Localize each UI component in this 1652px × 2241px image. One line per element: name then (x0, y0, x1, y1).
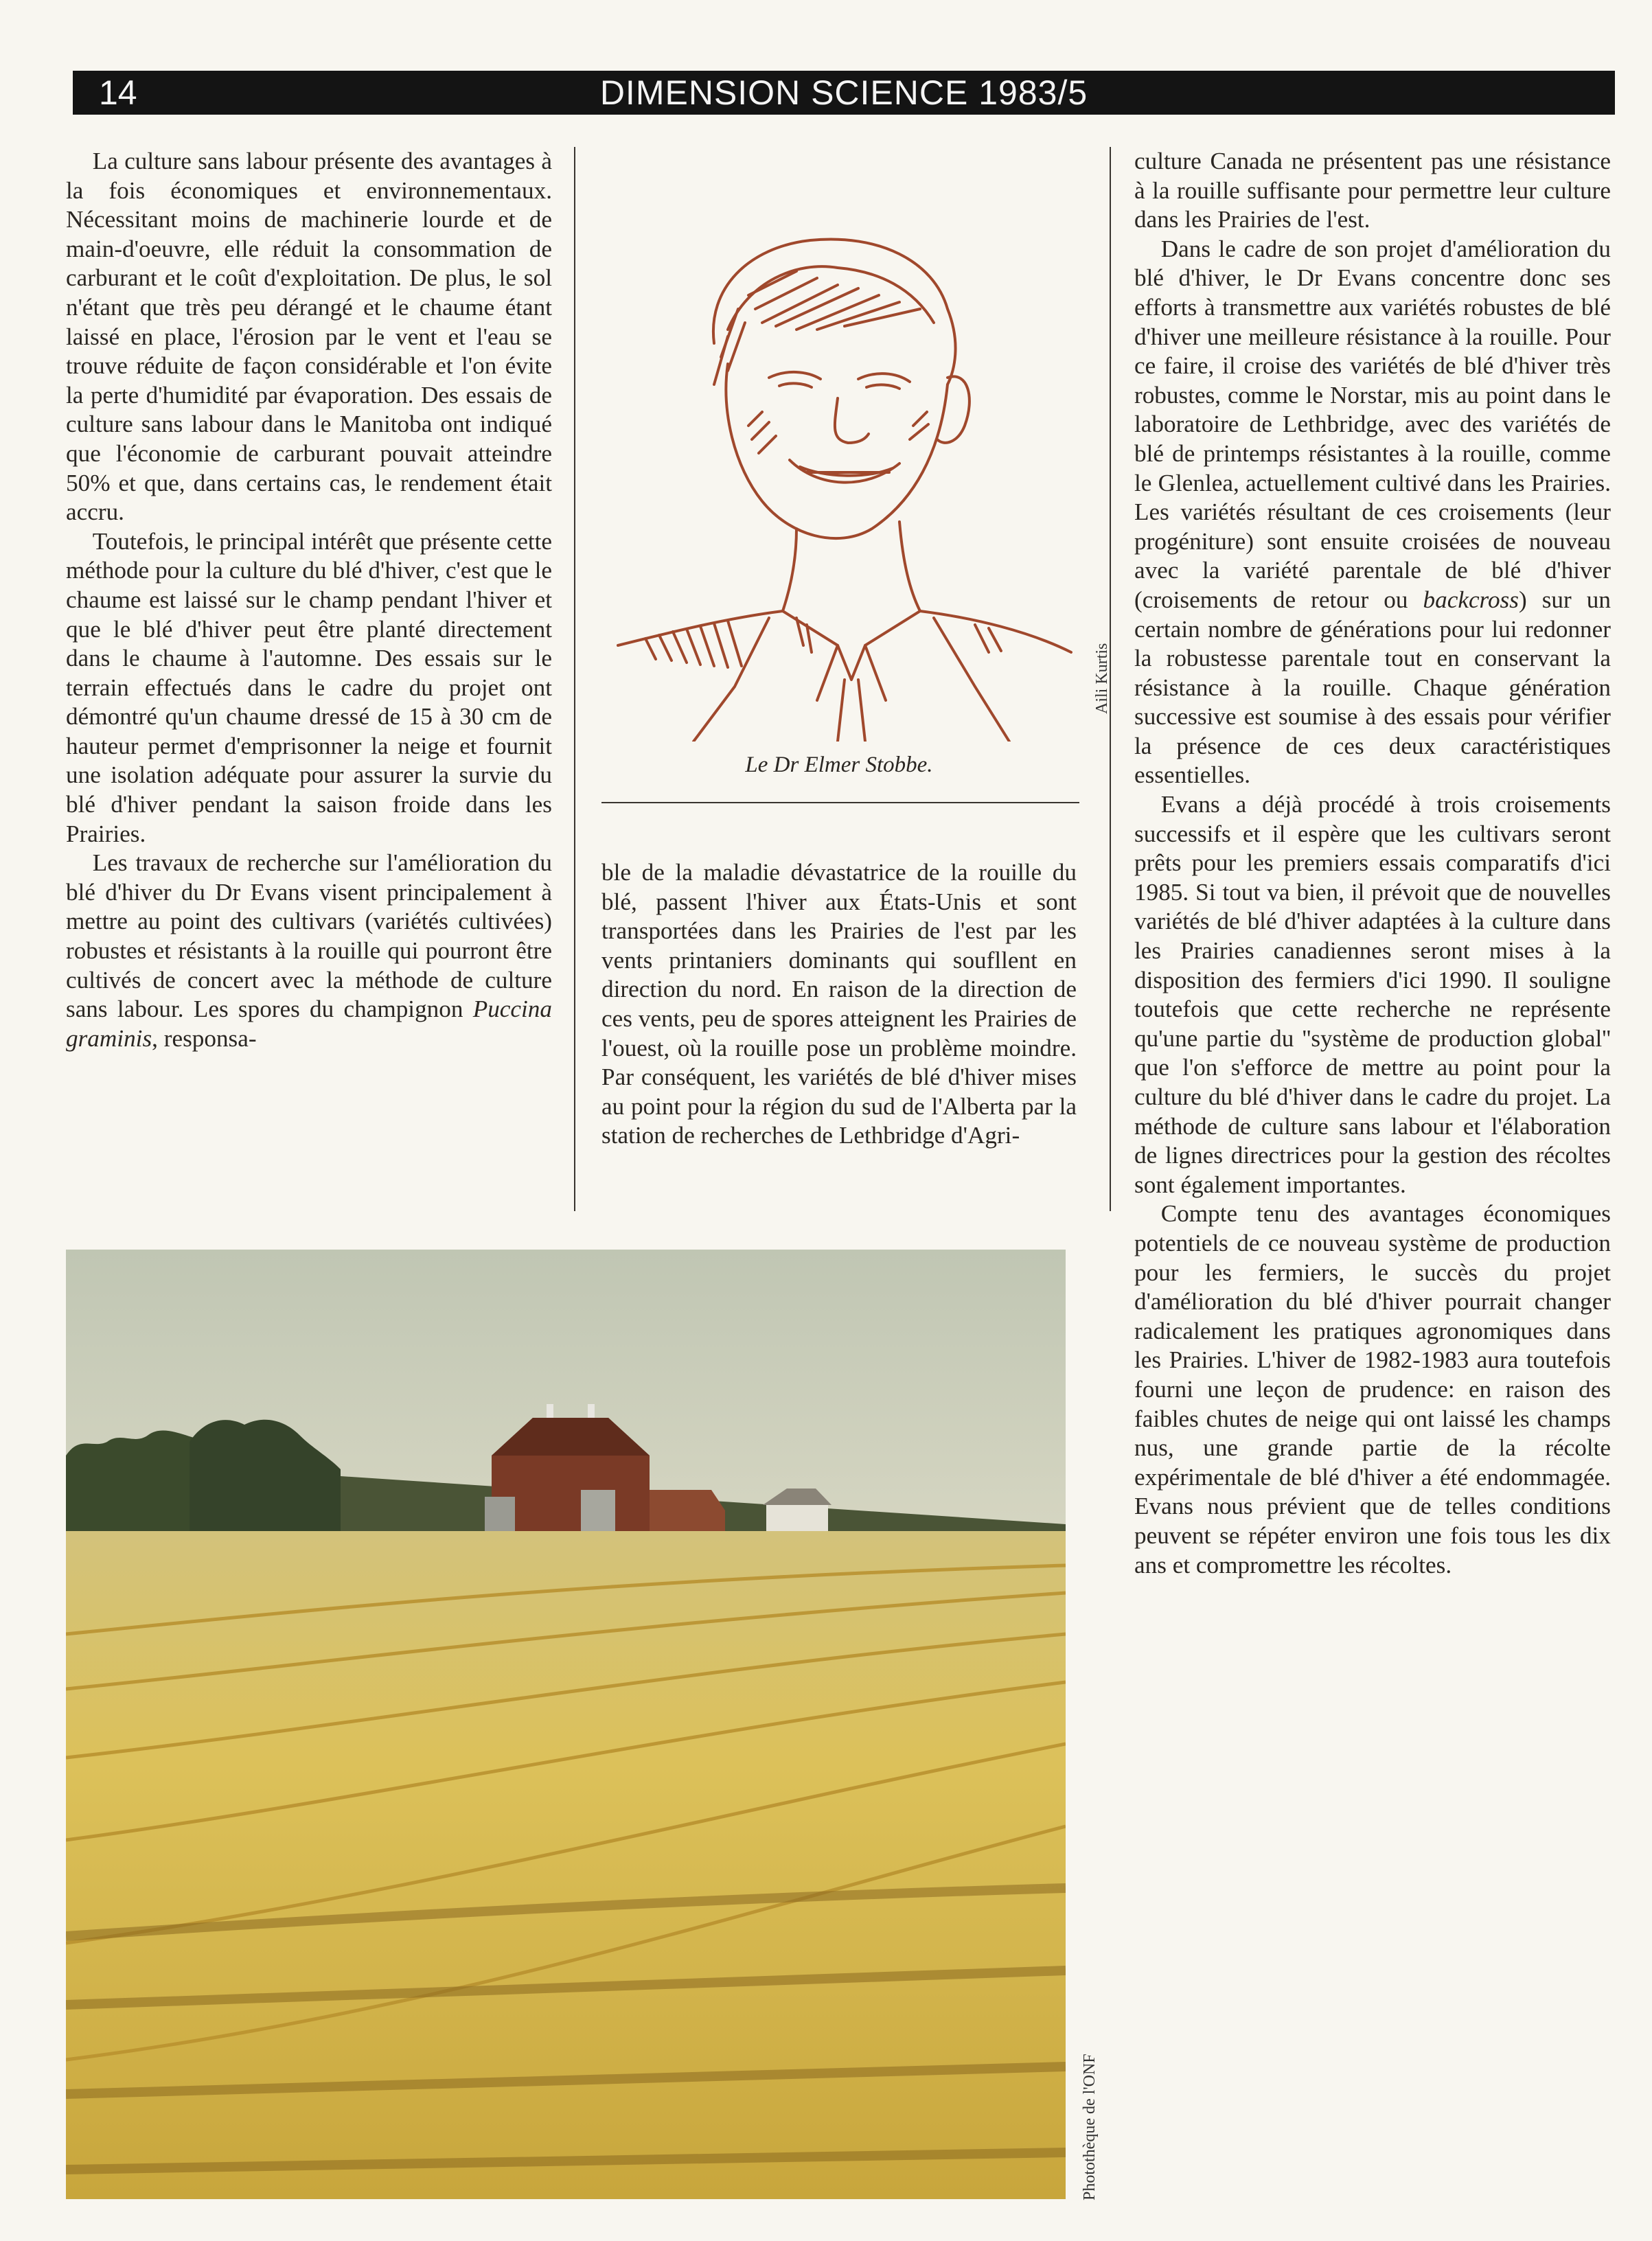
article-column-2 (601, 858, 1077, 1151)
species-name: Puccina graminis (66, 996, 552, 1052)
portrait-sketch (590, 206, 1085, 742)
paragraph-3-end: , responsa- (152, 1024, 257, 1052)
paragraph-6-start: Dans le cadre de son projet d'amélioration du blé d'hiver, le Dr Evans concentre donc ses efforts à transmettre aux variétés robustes de blé d'hiver une meilleure résistance à la rouille. Pour ce faire, il croise des variétés de blé d'hiver très robustes, comme le Norstar, mis au point dans le laboratoire de Lethbridge, avec des variétés de blé de printemps résistantes à la rouille, comme le Glenlea, actuellement cultivé dans les Prairies. Les variétés résultant de ces croisements (leur progéniture) sont ensuite croisées de nouveau avec la variété parentale de blé d'hiver (croisements de retour ou (1134, 235, 1611, 613)
portrait-credit: Aili Kurtis (1093, 643, 1111, 714)
paragraph-1: La culture sans labour présente des avantages à la fois économiques et environnementaux. Nécessitant moins de machinerie lourde et de main-d'oeuvre, elle réduit la consommation de carburant et le coût d'exploitation. De plus, le sol n'étant que très peu dérangé et le chaume étant laissé en place, l'érosion par le vent et l'eau se trouve réduite de façon considérable et l'on évite la perte d'humidité par évaporation. Des essais de culture sans labour dans le Manitoba ont indiqué que l'économie de carburant pouvait atteindre 50% et que, dans certains cas, le rendement était accru. (66, 148, 552, 526)
paragraph-5: culture Canada ne présentent pas une résistance à la rouille suffisante pour permettre leur culture dans les Prairies de l'est. (1134, 148, 1611, 233)
caption-rule (601, 802, 1079, 803)
article-column-1 (66, 147, 552, 1053)
column-divider-left (574, 147, 575, 1211)
paragraph-6-end: ) sur un certain nombre de générations pour lui redonner la robustesse parentale tout en conservant la résistance à la rouille. Chaque génération successive est soumise à des essais pour vérifier la présence de ces deux caractéristiques essentielles. (1134, 586, 1611, 789)
farm-field-photo (66, 1250, 1066, 2199)
paragraph-2: Toutefois, le principal intérêt que présente cette méthode pour la culture du blé d'hiver, c'est que le chaume est laissé sur le champ pendant l'hiver et que le blé d'hiver peut être planté directement dans le chaume à l'automne. Des essais sur le terrain effectués dans le cadre du projet ont démontré qu'un chaume dressé de 15 à 30 cm de hauteur permet d'emprisonner la neige et fournit une isolation adéquate pour assurer la survie du blé d'hiver pendant la saison froide dans les Prairies. (66, 527, 552, 847)
paragraph-7: Evans a déjà procédé à trois croisements successifs et il espère que les cultivars seront prêts pour les premiers essais comparatifs d'ici 1985. Si tout va bien, il prévoit que de nouvelles variétés de blé d'hiver adaptées à la culture dans les Prairies canadiennes seront mises à la disposition des fermiers d'ici 1990. Il souligne toutefois que cette recherche ne représente qu'une partie du ''système de production global'' que l'on s'efforce de mettre au point pour la culture du blé d'hiver dans le cadre du projet. La méthode de culture sans labour et l'élaboration de lignes directrices pour la gestion des récoltes sont également importantes. (1134, 791, 1611, 1198)
page-number: 14 (99, 73, 137, 112)
photo-credit: Photothèque de l'ONF (1081, 2054, 1099, 2200)
paragraph-4: ble de la maladie dévastatrice de la rouille du blé, passent l'hiver aux États-Unis et sont transportées dans les Prairies de l'est par les vents printaniers dominants qui soufllent en direction du nord. En raison de la direction de ces vents, peu de spores atteignent les Prairies de l'ouest, où la rouille pose un problème moindre. Par conséquent, les variétés de blé d'hiver mises au point pour la région du sud de l'Alberta par la station de recherches de Lethbridge d'Agri- (601, 859, 1077, 1149)
portrait-caption: Le Dr Elmer Stobbe. (745, 752, 933, 777)
page-header (73, 71, 1615, 115)
paragraph-3-text: Les travaux de recherche sur l'amélioration du blé d'hiver du Dr Evans visent principalement à mettre au point des cultivars (variétés cultivées) robustes et résistants à la rouille qui pourront être cultivés de concert avec la méthode de culture sans labour. Les spores du champignon (66, 849, 552, 1023)
backcross-term: backcross (1423, 586, 1519, 613)
paragraph-8: Compte tenu des avantages économiques potentiels de ce nouveau système de production pour les fermiers, le succès du projet d'amélioration du blé d'hiver pourrait changer radicalement les pratiques agronomiques dans les Prairies. L'hiver de 1982-1983 aura toutefois fourni une leçon de prudence: en raison des faibles chutes de neige qui ont laissé les champs nus, une grande partie de la récolte expérimentale de blé d'hiver a été endommagée. Evans nous prévient que de telles conditions peuvent se répéter environ une fois tous les dix ans et compromettre les récoltes. (1134, 1200, 1611, 1578)
article-column-3 (1134, 147, 1611, 1580)
paragraph-3 (66, 849, 552, 1053)
publication-title: DIMENSION SCIENCE 1983/5 (599, 73, 1088, 112)
paragraph-6 (1134, 235, 1611, 790)
